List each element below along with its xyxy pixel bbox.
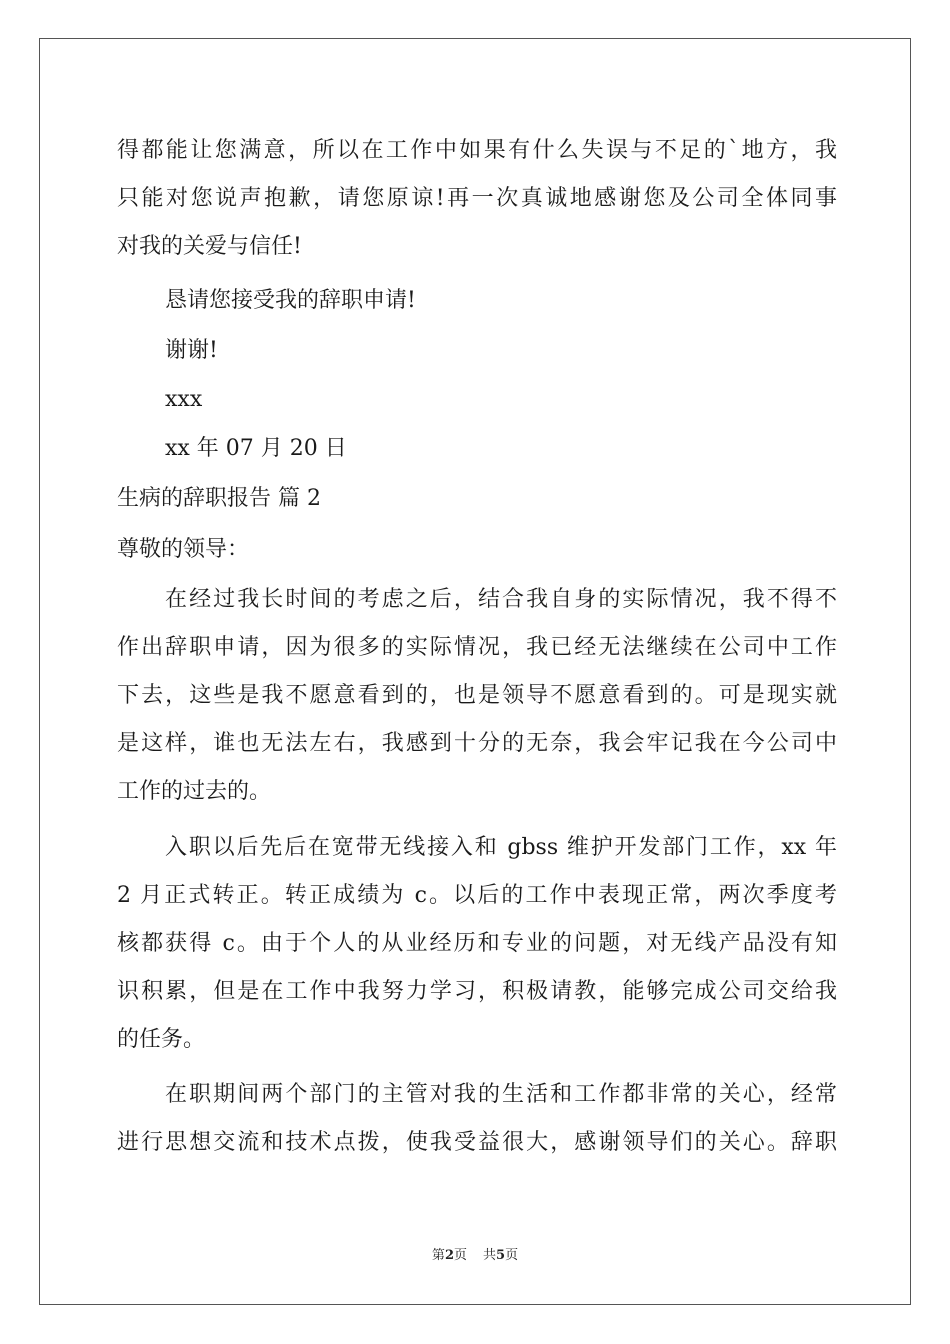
section-heading: 生病的辞职报告 篇 2	[117, 486, 321, 511]
signature-name: xxx	[165, 387, 203, 412]
footer-page-current: 2	[444, 1248, 454, 1263]
footer-page-prefix: 第	[431, 1248, 445, 1263]
footer-page-total: 5	[496, 1248, 506, 1263]
salutation: 尊敬的领导：	[117, 537, 250, 562]
closing-thanks: 谢谢!	[165, 338, 218, 363]
body-line: 下去，这些是我不愿意看到的，也是领导不愿意看到的。可是现实就	[117, 683, 837, 708]
body-line: 作出辞职申请，因为很多的实际情况，我已经无法继续在公司中工作	[117, 635, 837, 660]
footer-total-suffix: 页	[505, 1248, 519, 1263]
body-line: 对我的关爱与信任!	[117, 234, 302, 259]
page-footer	[0, 1247, 950, 1265]
body-line: 入职以后先后在宽带无线接入和 gbss 维护开发部门工作，xx 年	[165, 835, 837, 860]
footer-page-suffix: 页	[453, 1248, 467, 1263]
body-line: 的任务。	[117, 1027, 206, 1052]
body-line: 只能对您说声抱歉，请您原谅!再一次真诚地感谢您及公司全体同事	[117, 186, 837, 211]
closing-request: 恳请您接受我的辞职申请!	[165, 288, 416, 313]
body-line: 在经过我长时间的考虑之后，结合我自身的实际情况，我不得不	[165, 587, 837, 612]
body-line: 得都能让您满意，所以在工作中如果有什么失误与不足的`地方，我	[117, 138, 837, 163]
body-line: 进行思想交流和技术点拨，使我受益很大，感谢领导们的关心。辞职	[117, 1130, 837, 1155]
footer-total-prefix: 共	[483, 1248, 497, 1263]
body-line: 是这样，谁也无法左右，我感到十分的无奈，我会牢记我在今公司中	[117, 731, 837, 756]
signature-date: xx 年 07 月 20 日	[165, 436, 347, 461]
body-line: 核都获得 c。由于个人的从业经历和专业的问题，对无线产品没有知	[117, 931, 837, 956]
body-line: 在职期间两个部门的主管对我的生活和工作都非常的关心，经常	[165, 1082, 837, 1107]
body-line: 识积累，但是在工作中我努力学习，积极请教，能够完成公司交给我	[117, 979, 837, 1004]
body-line: 工作的过去的。	[117, 779, 272, 804]
body-line: 2 月正式转正。转正成绩为 c。以后的工作中表现正常，两次季度考	[117, 883, 837, 908]
page-border	[39, 38, 911, 1305]
